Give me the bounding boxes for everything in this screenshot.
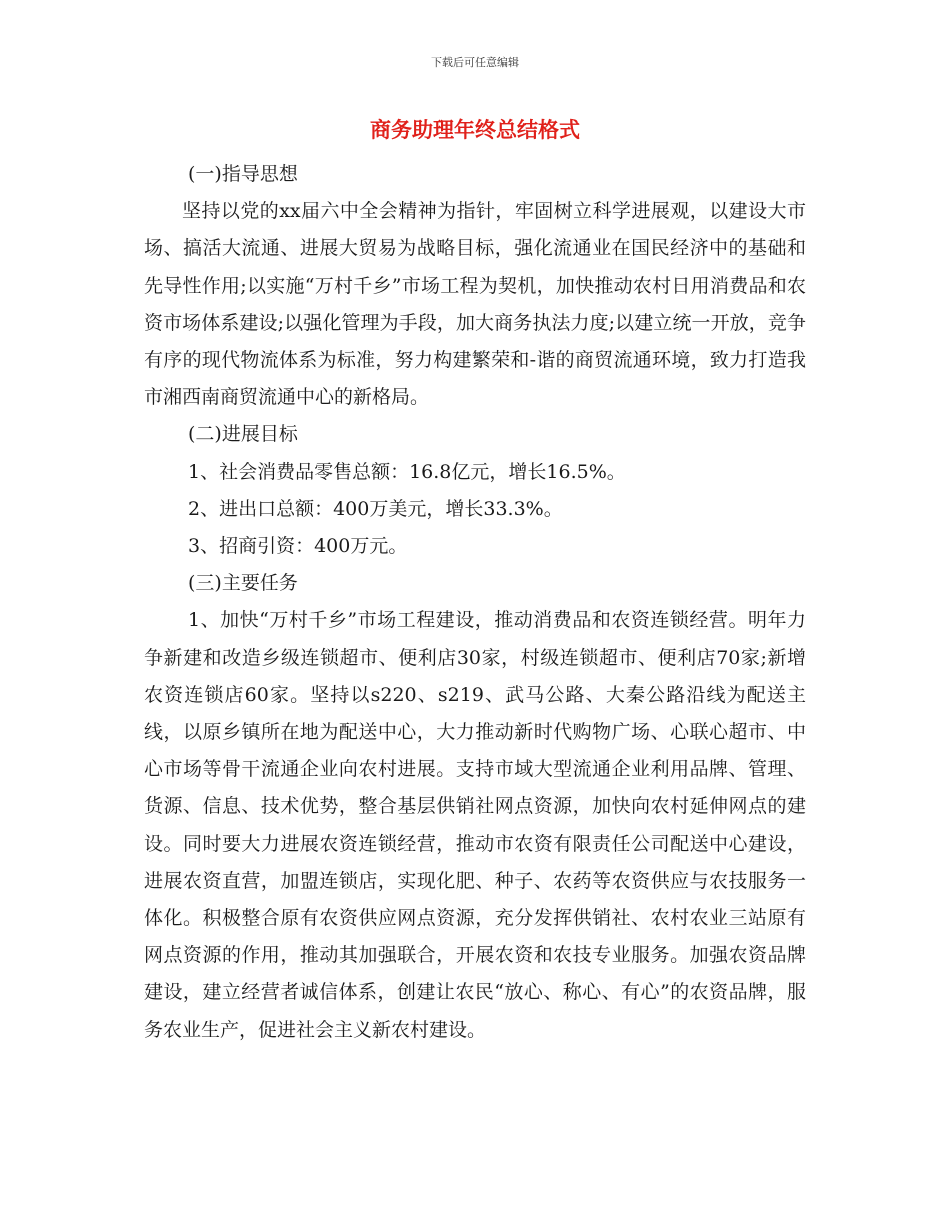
goal-item-trade: 2、进出口总额：400万美元，增长33.3%。 (188, 497, 563, 520)
section-heading-main-tasks: (三)主要任务 (188, 572, 298, 595)
section-heading-guiding-ideology: (一)指导思想 (188, 163, 298, 185)
paragraph-main-task-1: 1、加快“万村千乡”市场工程建设，推动消费品和农资连锁经营。明年力争新建和改造乡级连锁超市、便利店30家，村级连锁超市、便利店70家;新增农资连锁店60家。坚持以s220、s219、武马公路、大秦公路沿线为配送主线，以原乡镇所在地为配送中心，大力推动新时代购物广场、心联心超市、中心市场等骨干流通企业向农村进展。支持市域大型流通企业利用品牌、管理、货源、信息、技术优势，整合基层供销社网点资源，加快向农村延伸网点的建设。同时要大力进展农资连锁经营，推动市农资有限责任公司配送中心建设，进展农资直营，加盟连锁店，实现化肥、种子、农药等农资供应与农技服务一体化。积极整合原有农资供应网点资源，充分发挥供销社、农村农业三站原有网点资源的作用，推动其加强联合，开展农资和农技专业服务。加强农资品牌建设，建立经营者诚信体系，创建让农民“放心、称心、有心”的农资品牌，服务农业生产，促进社会主义新农村建设。 (144, 609, 806, 1041)
header-note: 下载后可任意编辑 (431, 56, 519, 69)
goal-item-investment: 3、招商引资：400万元。 (188, 535, 408, 558)
document-title: 商务助理年终总结格式 (370, 118, 580, 142)
goal-item-retail: 1、社会消费品零售总额：16.8亿元，增长16.5%。 (188, 460, 626, 483)
document-body (144, 156, 806, 1049)
section-heading-development-goals: (二)进展目标 (188, 423, 298, 446)
paragraph-guiding-ideology: 坚持以党的xx届六中全会精神为指针，牢固树立科学进展观，以建设大市场、搞活大流通、进展大贸易为战略目标，强化流通业在国民经济中的基础和先导性作用;以实施“万村千乡”市场工程为契机，加快推动农村日用消费品和农资市场体系建设;以强化管理为手段，加大商务执法力度;以建立统一开放，竞争有序的现代物流体系为标准，努力构建繁荣和-谐的商贸流通环境，致力打造我市湘西南商贸流通中心的新格局。 (144, 200, 806, 409)
